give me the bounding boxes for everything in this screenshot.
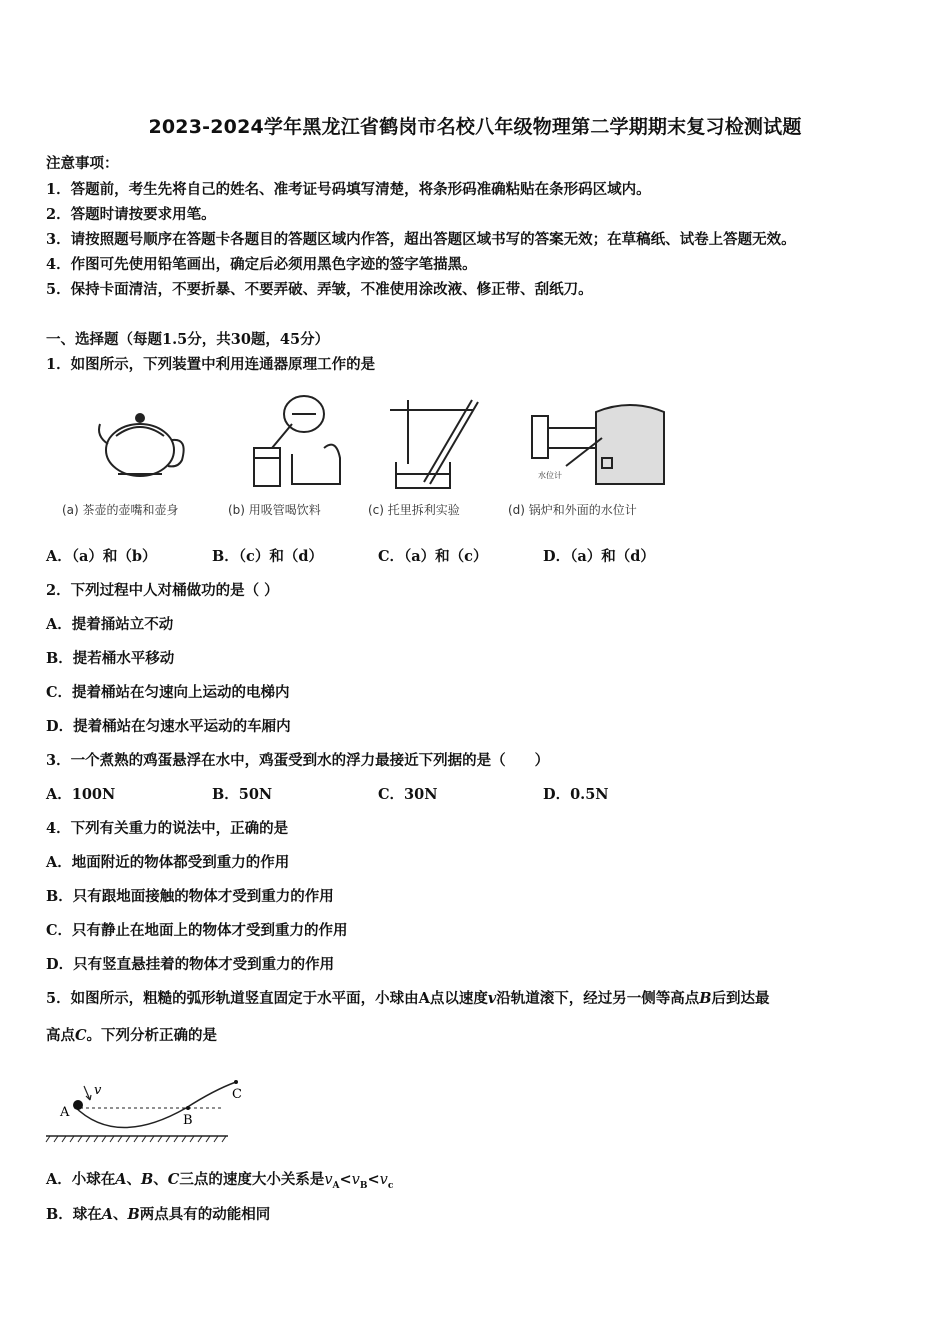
option-c[interactable]: C．提着桶站在匀速向上运动的电梯内 bbox=[46, 684, 290, 701]
teapot-illustration bbox=[99, 414, 184, 476]
option-a[interactable]: A．小球在A、B、C三点的速度大小关系是$v_A<v_B<v_c$ bbox=[46, 1171, 394, 1191]
notice-item: 2．答题时请按要求用笔。 bbox=[46, 206, 216, 223]
option-a[interactable]: A．提着捅站立不动 bbox=[46, 616, 174, 633]
option-b[interactable]: B．只有跟地面接触的物体才受到重力的作用 bbox=[46, 888, 334, 905]
option-d[interactable]: D．0.5N bbox=[543, 786, 609, 803]
notice-item: 5．保持卡面清洁，不要折暴、不要弄破、弄皱，不准使用涂改液、修正带、刮纸刀。 bbox=[46, 281, 593, 298]
notice-item: 4．作图可先使用铅笔画出，确定后必须用黑色字迹的签字笔描黑。 bbox=[46, 256, 477, 273]
question-2-stem: 2．下列过程中人对桶做功的是（ ） bbox=[46, 582, 279, 599]
option-c[interactable]: C．（a）和（c） bbox=[378, 548, 488, 565]
option-a[interactable]: A．地面附近的物体都受到重力的作用 bbox=[46, 854, 290, 871]
notice-item: 1．答题前，考生先将自己的姓名、准考证号码填写清楚，将条形码准确粘贴在条形码区域内。 bbox=[46, 181, 651, 198]
option-d[interactable]: D．（a）和（d） bbox=[543, 548, 655, 565]
question-5-stem-line-2: 高点C。下列分析正确的是 bbox=[46, 1027, 218, 1044]
label-b: B bbox=[183, 1113, 193, 1128]
caption-d: (d) 锅炉和外面的水位计 bbox=[508, 503, 637, 517]
question-5-stem-line-1: 5．如图所示，粗糙的弧形轨道竖直固定于水平面，小球由A点以速度v沿轨道滚下，经过另一侧等高点B后到达最 bbox=[46, 990, 770, 1007]
straw-man-illustration bbox=[254, 396, 340, 486]
notice-heading: 注意事项： bbox=[46, 155, 119, 172]
page-title: 2023-2024学年黑龙江省鹤岗市名校八年级物理第二学期期末复习检测试题 bbox=[148, 116, 802, 138]
caption-c: (c) 托里拆利实验 bbox=[368, 503, 460, 517]
label-c: C bbox=[232, 1087, 242, 1102]
label-v: v bbox=[94, 1083, 102, 1098]
label-a: A bbox=[60, 1105, 70, 1120]
option-a[interactable]: A．（a）和（b） bbox=[46, 548, 157, 565]
notice-item: 3．请按照题号顺序在答题卡各题目的答题区域内作答，超出答题区域书写的答案无效；在草稿纸、试卷上答题无效。 bbox=[46, 231, 796, 248]
question-1-figure bbox=[62, 388, 686, 522]
option-d[interactable]: D．提着桶站在匀速水平运动的车厢内 bbox=[46, 718, 291, 735]
option-b[interactable]: B．提若桶水平移动 bbox=[46, 650, 175, 667]
option-d[interactable]: D．只有竖直悬挂着的物体才受到重力的作用 bbox=[46, 956, 335, 973]
option-b[interactable]: B．球在A、B两点具有的动能相同 bbox=[46, 1206, 271, 1223]
option-a[interactable]: A．100N bbox=[46, 786, 116, 803]
caption-a: (a) 茶壶的壶嘴和壶身 bbox=[62, 503, 179, 517]
section-heading: 一、选择题（每题1.5分，共30题，45分） bbox=[46, 331, 330, 348]
option-c[interactable]: C．只有静止在地面上的物体才受到重力的作用 bbox=[46, 922, 348, 939]
option-b[interactable]: B．（c）和（d） bbox=[212, 548, 323, 565]
question-4-stem: 4．下列有关重力的说法中，正确的是 bbox=[46, 820, 289, 837]
torricelli-illustration bbox=[390, 400, 478, 488]
question-5-figure bbox=[46, 1076, 246, 1146]
question-3-stem: 3．一个煮熟的鸡蛋悬浮在水中，鸡蛋受到水的浮力最接近下列据的是（ ） bbox=[46, 752, 550, 769]
water-gauge-label: 水位计 bbox=[538, 471, 562, 480]
question-1-stem: 1．如图所示，下列装置中利用连通器原理工作的是 bbox=[46, 356, 376, 373]
ground-hatch bbox=[46, 1136, 226, 1142]
caption-b: (b) 用吸管喝饮料 bbox=[228, 503, 321, 517]
ball bbox=[73, 1100, 83, 1110]
option-c[interactable]: C．30N bbox=[378, 786, 438, 803]
option-b[interactable]: B．50N bbox=[212, 786, 273, 803]
